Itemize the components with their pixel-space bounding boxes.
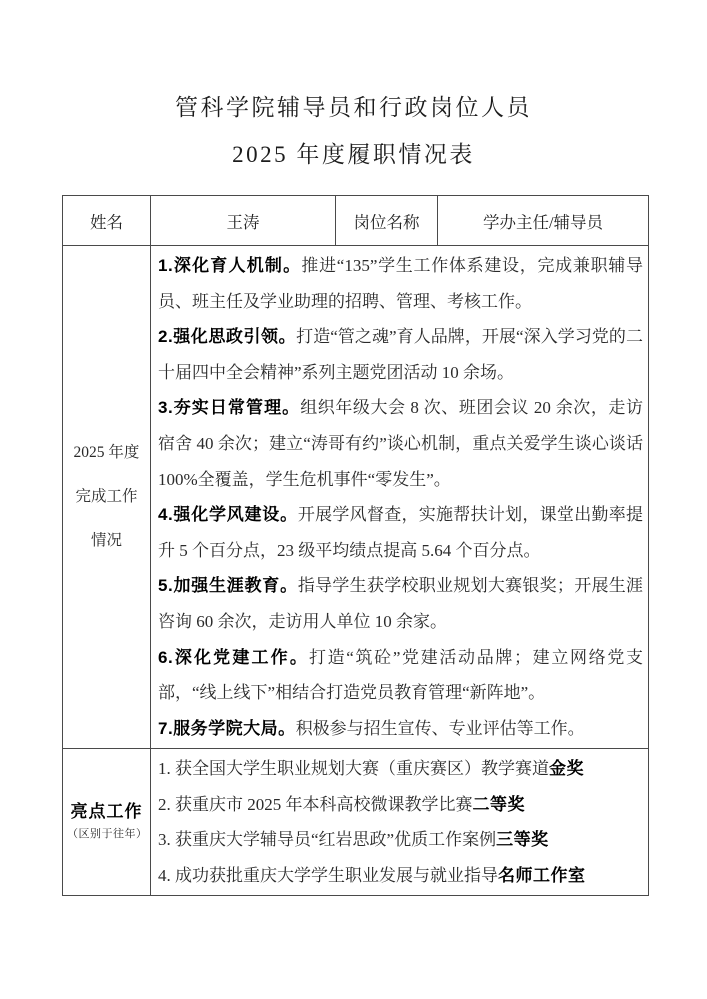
highlight-award: 金奖 — [549, 759, 584, 779]
work-item-heading: 7.服务学院大局。 — [158, 718, 296, 738]
name-label-cell: 姓名 — [63, 196, 151, 246]
work-item: 7.服务学院大局。积极参与招生宣传、专业评估等工作。 — [158, 718, 585, 738]
work-item-heading: 4.强化学风建设。 — [158, 505, 298, 525]
work-item-heading: 2.强化思政引领。 — [158, 327, 297, 347]
highlight-row-label-cell — [63, 749, 151, 896]
title-line-2: 2025 年度履职情况表 — [232, 142, 475, 167]
position-value-cell: 学办主任/辅导员 — [438, 196, 649, 246]
work-item: 3.夯实日常管理。组织年级大会 8 次、班团会议 20 余次，走访宿舍 40 余次；建立“涛哥有约”谈心机制，重点关爱学生谈心谈话 100%全覆盖，学生危机事件“零发生”。 — [158, 398, 643, 489]
work-row — [63, 246, 649, 749]
work-row-label-line: 完成工作 — [75, 488, 138, 506]
highlight-row — [63, 749, 649, 896]
highlight-sublabel: （区别于往年） — [67, 828, 148, 841]
highlight-label: 亮点工作 — [70, 802, 143, 822]
position-label-cell: 岗位名称 — [336, 196, 438, 246]
highlight-award: 二等奖 — [472, 794, 525, 814]
work-item-heading: 5.加强生涯教育。 — [158, 576, 298, 596]
highlight-award: 三等奖 — [496, 830, 549, 850]
work-row-label-line: 2025 年度 — [73, 444, 140, 462]
highlight-item: 4. 成功获批重庆大学学生职业发展与就业指导名师工作室 — [158, 865, 586, 885]
work-item: 1.深化育人机制。推进“135”学生工作体系建设，完成兼职辅导员、班主任及学业助理的招聘、管理、考核工作。 — [158, 256, 643, 311]
highlight-award: 名师工作室 — [498, 865, 586, 885]
document-title — [0, 84, 707, 178]
work-item: 5.加强生涯教育。指导学生获学校职业规划大赛银奖；开展生涯咨询 60 余次，走访用人单位 10 余家。 — [158, 576, 644, 631]
name-value-cell: 王涛 — [151, 196, 336, 246]
work-row-label — [67, 431, 146, 563]
work-item: 6.深化党建工作。打造“筑砼”党建活动品牌；建立网络党支部，“线上线下”相结合打造党员教育管理“新阵地”。 — [158, 647, 643, 703]
highlight-items-cell — [151, 749, 649, 896]
highlight-item: 2. 获重庆市 2025 年本科高校微课教学比赛二等奖 — [158, 794, 525, 814]
highlight-items — [158, 751, 643, 893]
highlight-item: 1. 获全国大学生职业规划大赛（重庆赛区）教学赛道金奖 — [158, 759, 584, 779]
work-row-label-cell — [63, 246, 151, 749]
work-items-cell — [151, 246, 649, 749]
work-item-heading: 6.深化党建工作。 — [158, 647, 309, 667]
highlight-item: 3. 获重庆大学辅导员“红岩思政”优质工作案例三等奖 — [158, 830, 549, 850]
work-item: 4.强化学风建设。开展学风督查，实施帮扶计划，课堂出勤率提升 5 个百分点，23 级平均绩点提高 5.64 个百分点。 — [158, 505, 644, 560]
header-row — [63, 196, 649, 246]
performance-table — [62, 195, 649, 896]
work-row-label-line: 情况 — [90, 532, 122, 550]
work-items — [158, 248, 643, 746]
work-item: 2.强化思政引领。打造“管之魂”育人品牌，开展“深入学习党的二十届四中全会精神”系列主题党团活动 10 余场。 — [158, 327, 643, 382]
work-item-heading: 1.深化育人机制。 — [158, 256, 302, 275]
work-item-heading: 3.夯实日常管理。 — [158, 398, 301, 418]
title-line-1: 管科学院辅导员和行政岗位人员 — [175, 95, 532, 120]
